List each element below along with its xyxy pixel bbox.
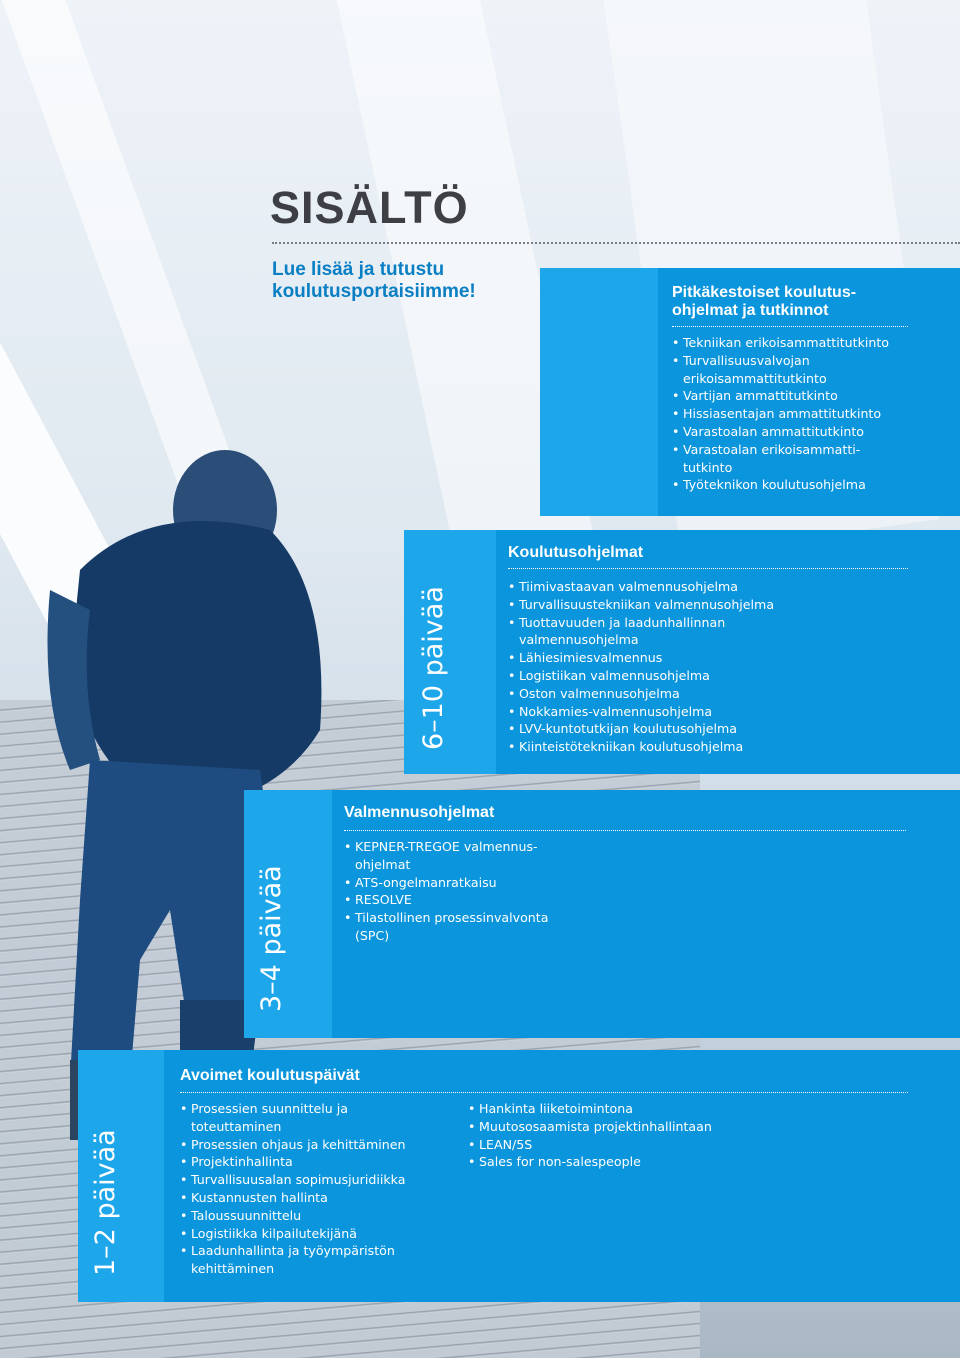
- list-item: • Turvallisuustekniikan valmennusohjelma: [508, 596, 928, 614]
- list-item: • RESOLVE: [344, 891, 644, 909]
- list-item: • Hissiasentajan ammattitutkinto: [672, 405, 952, 423]
- list-item: • Tuottavuuden ja laadunhallinnan valmennusohjelma: [508, 614, 928, 650]
- list-item: • Taloussuunnittelu: [180, 1207, 460, 1225]
- list-item: • Kustannusten hallinta: [180, 1189, 460, 1207]
- list-item: • Lähiesimiesvalmennus: [508, 649, 928, 667]
- page-subtitle: Lue lisää ja tutustu koulutusportaisiimme!: [272, 259, 476, 302]
- list-item: • LVV-kuntotutkijan koulutusohjelma: [508, 720, 928, 738]
- section-list-col1: [180, 1100, 460, 1278]
- list-item: • Logistiikan valmennusohjelma: [508, 667, 928, 685]
- list-item: • Hankinta liiketoimintona: [468, 1100, 768, 1118]
- section-divider: [672, 326, 908, 327]
- list-item: • Varastoalan ammattitutkinto: [672, 423, 952, 441]
- section-list: [672, 334, 952, 494]
- list-item: • Prosessien ohjaus ja kehittäminen: [180, 1136, 460, 1154]
- list-item: • Laadunhallinta ja työympäristön kehittäminen: [180, 1242, 460, 1278]
- title-divider: [272, 242, 960, 244]
- list-item: • Työteknikon koulutusohjelma: [672, 476, 952, 494]
- list-item: • Muutososaamista projektinhallintaan: [468, 1118, 768, 1136]
- duration-tab: [540, 268, 658, 516]
- list-item: • Tiimivastaavan valmennusohjelma: [508, 578, 928, 596]
- list-item: • Tilastollinen prosessinvalvonta (SPC): [344, 909, 644, 945]
- list-item: • Oston valmennusohjelma: [508, 685, 928, 703]
- list-item: • Nokkamies-valmennusohjelma: [508, 703, 928, 721]
- section-long-programs: [540, 268, 960, 516]
- list-item: • KEPNER-TREGOE valmennus- ohjelmat: [344, 838, 644, 874]
- section-divider: [508, 568, 908, 569]
- section-coaching-programs: [244, 790, 960, 1038]
- list-item: • Kiinteistötekniikan koulutusohjelma: [508, 738, 928, 756]
- list-item: • Vartijan ammattitutkinto: [672, 387, 952, 405]
- list-item: • Varastoalan erikoisammatti- tutkinto: [672, 441, 952, 477]
- section-list: [508, 578, 928, 756]
- section-training-programs: [404, 530, 960, 774]
- page-title: SISÄLTÖ: [270, 182, 469, 233]
- duration-label: 1–2 päivää: [90, 1129, 121, 1276]
- list-item: • Turvallisuusalan sopimusjuridiikka: [180, 1171, 460, 1189]
- list-item: • Prosessien suunnittelu ja toteuttaminen: [180, 1100, 460, 1136]
- section-heading: Koulutusohjelmat: [508, 544, 644, 561]
- section-divider: [344, 830, 906, 831]
- section-open-days: [78, 1050, 960, 1302]
- list-item: • ATS-ongelmanratkaisu: [344, 874, 644, 892]
- section-divider: [180, 1092, 908, 1093]
- list-item: • Projektinhallinta: [180, 1153, 460, 1171]
- list-item: • LEAN/5S: [468, 1136, 768, 1154]
- list-item: • Turvallisuusvalvojan erikoisammattitutkinto: [672, 352, 952, 388]
- list-item: • Tekniikan erikoisammattitutkinto: [672, 334, 952, 352]
- section-heading: Avoimet koulutuspäivät: [180, 1067, 360, 1084]
- section-list: [344, 838, 644, 945]
- duration-label: 3–4 päivää: [256, 865, 287, 1012]
- list-item: • Logistiikka kilpailutekijänä: [180, 1225, 460, 1243]
- section-list-col2: [468, 1100, 768, 1171]
- section-heading: Valmennusohjelmat: [344, 804, 495, 821]
- duration-label: 6–10 päivää: [418, 586, 449, 750]
- list-item: • Sales for non-salespeople: [468, 1153, 768, 1171]
- section-heading: Pitkäkestoiset koulutus- ohjelmat ja tutkinnot: [672, 284, 857, 319]
